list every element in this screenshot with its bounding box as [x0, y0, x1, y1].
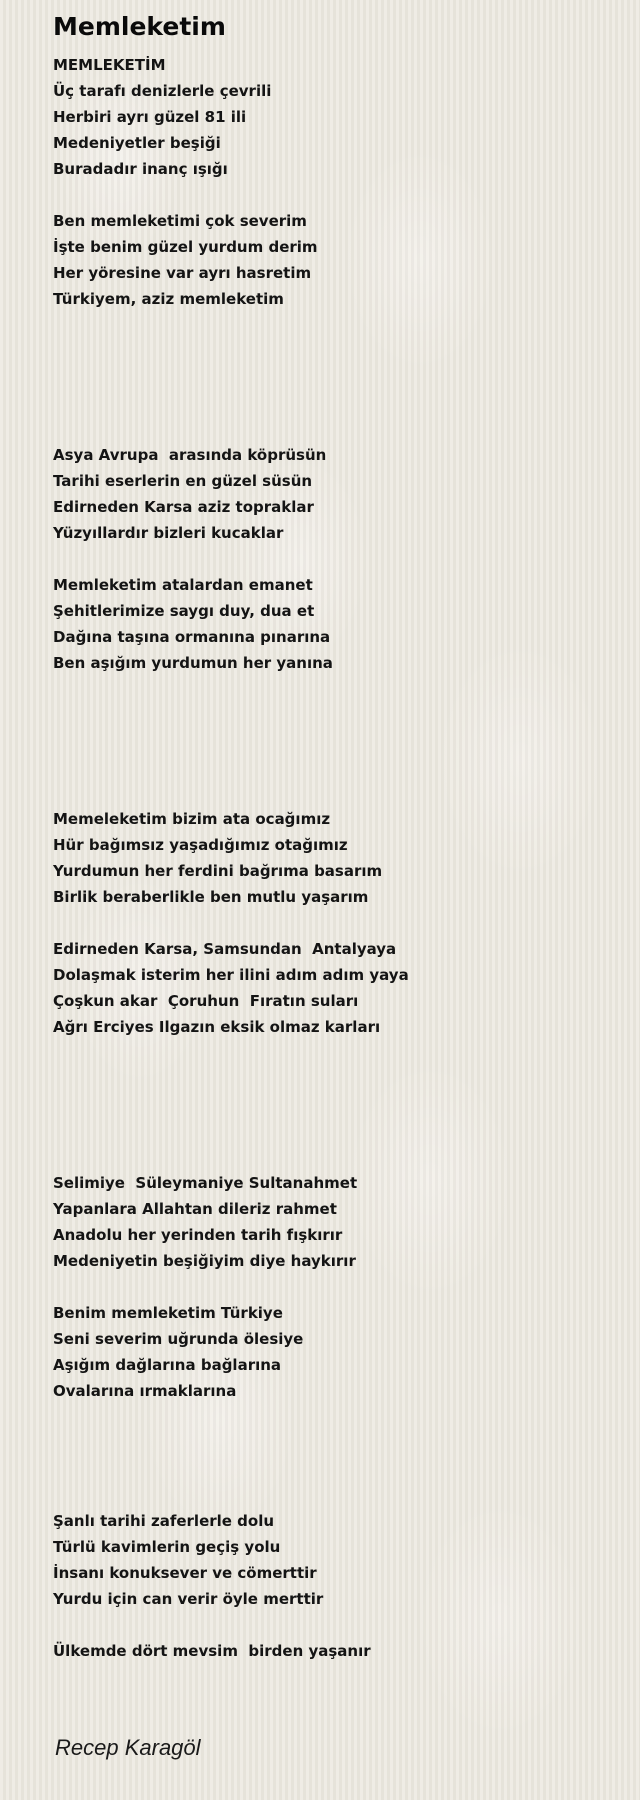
poem-line: Edirneden Karsa aziz topraklar	[53, 498, 314, 516]
poem-blank-line	[53, 702, 613, 728]
poem-line: Memleketim atalardan emanet	[53, 576, 313, 594]
poem-line: Çoşkun akar Çoruhun Fıratın suları	[53, 992, 359, 1010]
poem-blank-line	[53, 1040, 613, 1066]
poem-blank-line	[53, 390, 613, 416]
poem-blank-line	[53, 182, 613, 208]
poem-line: Edirneden Karsa, Samsundan Antalyaya	[53, 940, 397, 958]
poem-line: Türlü kavimlerin geçiş yolu	[53, 1538, 281, 1556]
poem-line: Seni severim uğrunda ölesiye	[53, 1330, 304, 1348]
poem-line: Türkiyem, aziz memleketim	[53, 290, 284, 308]
poem-line: Ben memleketimi çok severim	[53, 212, 307, 230]
poem-line: Yüzyıllardır bizleri kucaklar	[53, 524, 284, 542]
poem-line: Tarihi eserlerin en güzel süsün	[53, 472, 313, 490]
poem-blank-line	[53, 676, 613, 702]
poem-title: Memleketim	[53, 12, 226, 41]
poem-blank-line	[53, 1612, 613, 1638]
poem-line: Şehitlerimize saygı duy, dua et	[53, 602, 315, 620]
poem-line: Ovalarına ırmaklarına	[53, 1382, 237, 1400]
poem-line: Hür bağımsız yaşadığımız otağımız	[53, 836, 348, 854]
poem-line: Herbiri ayrı güzel 81 ili	[53, 108, 247, 126]
poem-line: Şanlı tarihi zaferlerle dolu	[53, 1512, 275, 1530]
poem-blank-line	[53, 312, 613, 338]
poem-line: Yapanlara Allahtan dileriz rahmet	[53, 1200, 337, 1218]
poem-blank-line	[53, 338, 613, 364]
poem-line: Ben aşığım yurdumun her yanına	[53, 654, 333, 672]
poem-line: Medeniyetler beşiği	[53, 134, 221, 152]
poem-line: İşte benim güzel yurdum derim	[53, 238, 318, 256]
poem-blank-line	[53, 754, 613, 780]
poem-line: Aşığım dağlarına bağlarına	[53, 1356, 282, 1374]
poem-line: Dağına taşına ormanına pınarına	[53, 628, 331, 646]
poem-blank-line	[53, 1092, 613, 1118]
poem-line: Ülkemde dört mevsim birden yaşanır	[53, 1642, 371, 1660]
poem-line: Dolaşmak isterim her ilini adım adım yaya	[53, 966, 409, 984]
poem-page	[53, 10, 613, 1664]
poem-line: Ağrı Erciyes Ilgazın eksik olmaz karları	[53, 1018, 381, 1036]
poem-line: Asya Avrupa arasında köprüsün	[53, 446, 327, 464]
poem-blank-line	[53, 1482, 613, 1508]
poem-line: Memeleketim bizim ata ocağımız	[53, 810, 331, 828]
poem-line: İnsanı konuksever ve cömerttir	[53, 1564, 317, 1582]
poem-line: Medeniyetin beşiğiyim diye haykırır	[53, 1252, 356, 1270]
poem-author: Recep Karagöl	[55, 1735, 201, 1760]
poem-blank-line	[53, 780, 613, 806]
poem-blank-line	[53, 546, 613, 572]
poem-line: Her yöresine var ayrı hasretim	[53, 264, 312, 282]
poem-line: Anadolu her yerinden tarih fışkırır	[53, 1226, 343, 1244]
poem-blank-line	[53, 728, 613, 754]
poem-blank-line	[53, 416, 613, 442]
poem-blank-line	[53, 1274, 613, 1300]
poem-blank-line	[53, 1066, 613, 1092]
poem-line: Yurdu için can verir öyle merttir	[53, 1590, 324, 1608]
poem-line: Birlik beraberlikle ben mutlu yaşarım	[53, 888, 369, 906]
poem-blank-line	[53, 1430, 613, 1456]
poem-line: Benim memleketim Türkiye	[53, 1304, 283, 1322]
poem-blank-line	[53, 1118, 613, 1144]
poem-blank-line	[53, 910, 613, 936]
poem-line: Üç tarafı denizlerle çevrili	[53, 82, 272, 100]
poem-line: Yurdumun her ferdini bağrıma basarım	[53, 862, 383, 880]
poem-blank-line	[53, 364, 613, 390]
poem-blank-line	[53, 1404, 613, 1430]
poem-line: Selimiye Süleymaniye Sultanahmet	[53, 1174, 358, 1192]
poem-body	[53, 52, 613, 1664]
poem-line: MEMLEKETİM	[53, 56, 166, 74]
poem-blank-line	[53, 1144, 613, 1170]
poem-blank-line	[53, 1456, 613, 1482]
poem-line: Buradadır inanç ışığı	[53, 160, 228, 178]
